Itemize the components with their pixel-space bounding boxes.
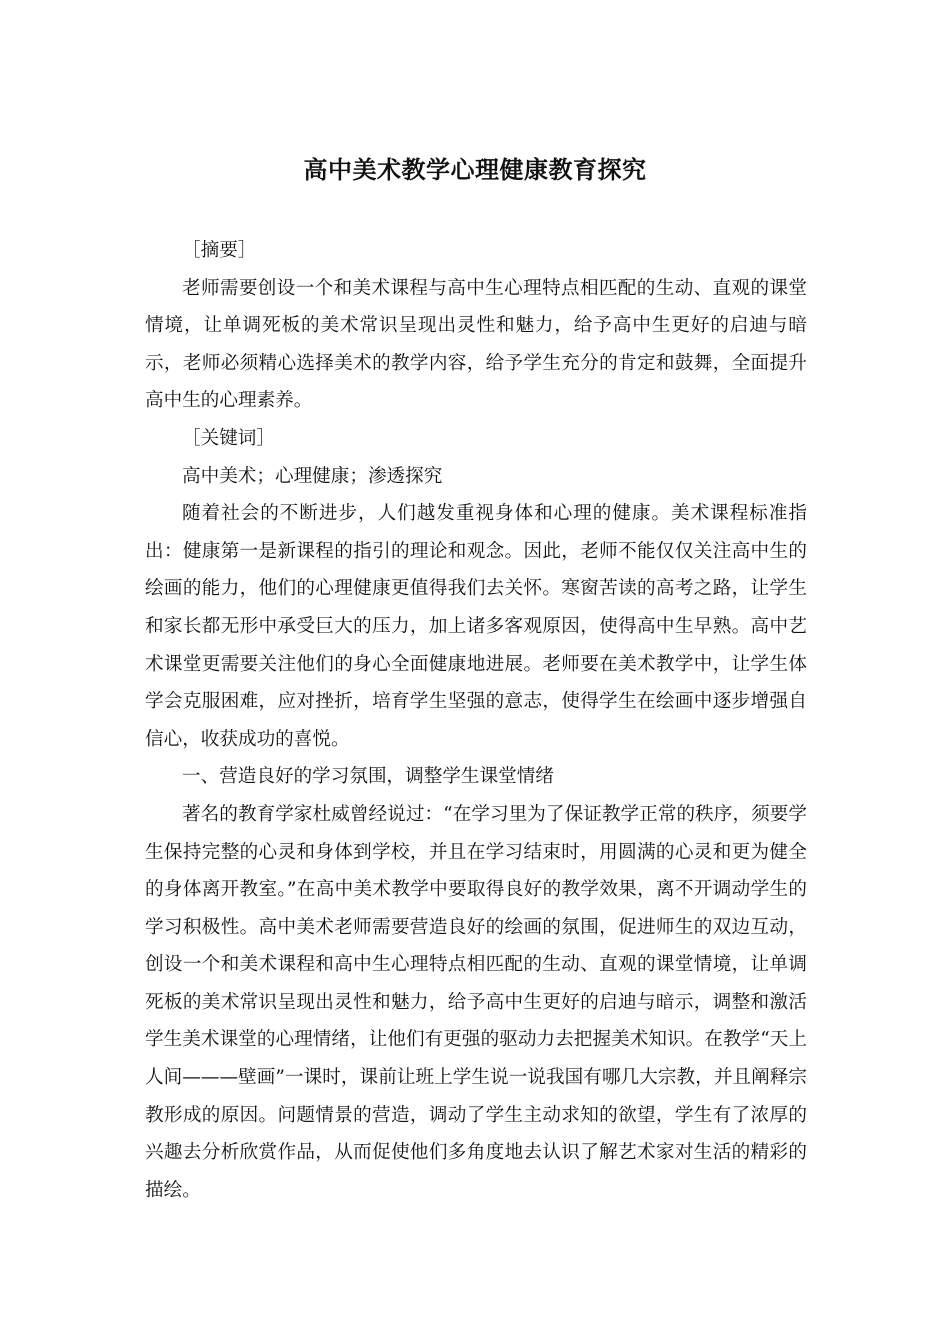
document-title: 高中美术教学心理健康教育探究 <box>303 156 647 184</box>
keywords-paragraph: 高中美术；心理健康；渗透探究 <box>182 465 443 487</box>
abstract-heading: ［摘要］ <box>182 240 257 261</box>
document-body <box>145 232 807 1209</box>
keywords-heading: ［关键词］ <box>182 427 275 449</box>
intro-paragraph: 随着社会的不断进步，人们越发重视身体和心理的健康。美术课程标准指出：健康第一是新课程的指引的理论和观念。因此，老师不能仅仅关注高中生的绘画的能力，他们的心理健康更值得我们去关怀。寒窗苦读的高考之路，让学生和家长都无形中承受巨大的压力，加上诸多客观原因，使得高中生早熟。高中艺术课堂更需要关注他们的身心全面健康地进展。老师要在美术教学中，让学生体学会克服困难，应对挫折，培育学生坚强的意志，使得学生在绘画中逐步增强自信心，收获成功的喜悦。 <box>145 503 807 750</box>
abstract-paragraph: 老师需要创设一个和美术课程与高中生心理特点相匹配的生动、直观的课堂情境，让单调死板的美术常识呈现出灵性和魅力，给予高中生更好的启迪与暗示，老师必须精心选择美术的教学内容，给予学生充分的肯定和鼓舞，全面提升高中生的心理素养。 <box>145 277 807 412</box>
section-1-paragraph: 著名的教育学家杜威曾经说过：“在学习里为了保证教学正常的秩序，须要学生保持完整的心灵和身体到学校，并且在学习结束时，用圆满的心灵和更为健全的身体离开教室。”在高中美术教学中要取得良好的教学效果，离不开调动学生的学习积极性。高中美术老师需要营造良好的绘画的氛围，促进师生的双边互动，创设一个和美术课程和高中生心理特点相匹配的生动、直观的课堂情境，让单调死板的美术常识呈现出灵性和魅力，给予高中生更好的启迪与暗示，调整和激活学生美术课堂的心理情绪，让他们有更强的驱动力去把握美术知识。在教学“天上人间———壁画”一课时，课前让班上学生说一说我国有哪几大宗教，并且阐释宗教形成的原因。问题情景的营造，调动了学生主动求知的欲望，学生有了浓厚的兴趣去分析欣赏作品，从而促使他们多角度地去认识了解艺术家对生活的精彩的描绘。 <box>145 803 807 1201</box>
section-heading-1: 一、营造良好的学习氛围，调整学生课堂情绪 <box>182 766 554 788</box>
